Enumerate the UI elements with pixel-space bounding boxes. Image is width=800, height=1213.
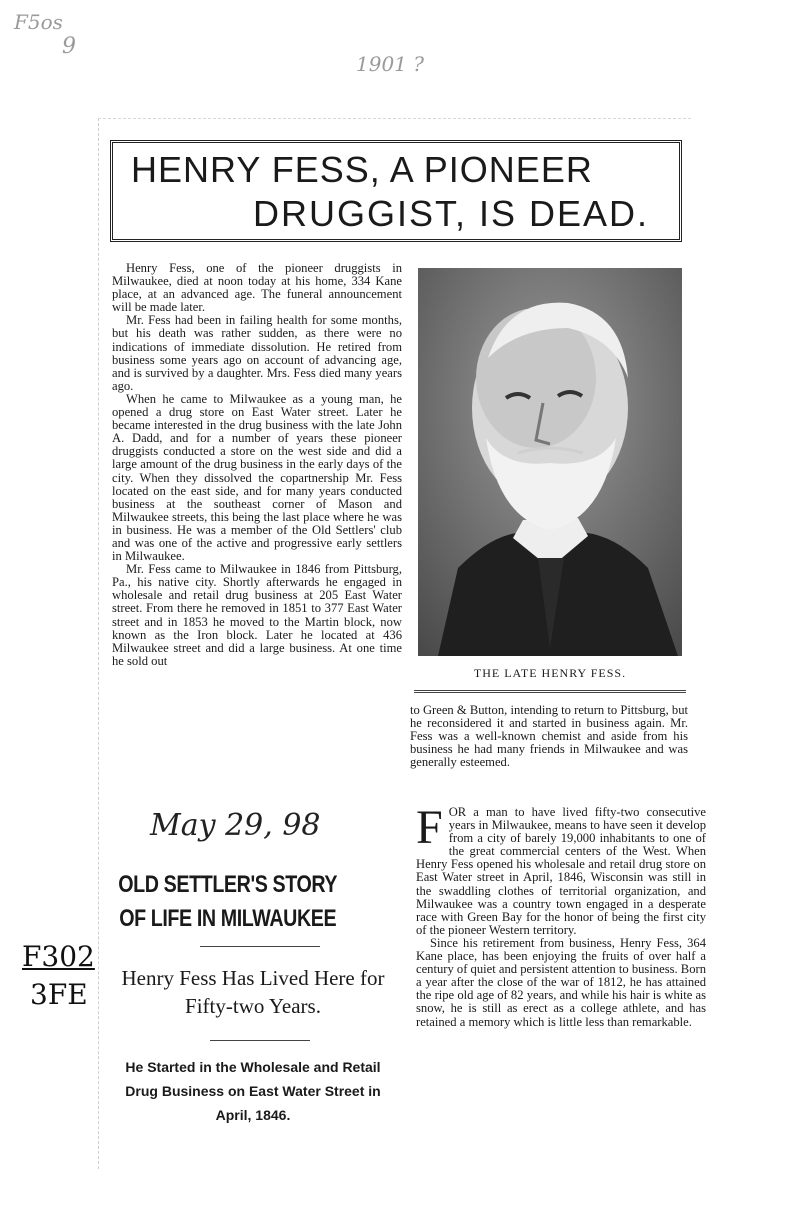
archive-subcode: 9 — [62, 34, 76, 59]
article2-body — [416, 801, 706, 1029]
article2-paragraph — [416, 801, 706, 937]
article2-headline-line-2: OF LIFE IN MILWAUKEE — [119, 905, 337, 932]
article-paragraph: When he came to Milwaukee as a young man, he opened a drug store on East Water street. Later he became interested in the drug business with the late John A. Dadd, and for a number of years these pioneer druggists conducted a store on the west side and did a large amount of the drug business in the early days of the city. When they dissolved the copartnership Mr. Fess located on the east side, and for many years conducted business at the southeast corner of Mason and Milwaukee streets, this being the last place where he was in business. He was a member of the Old Settlers' club and was one of the active and progressive early settlers in Milwaukee. — [112, 391, 402, 564]
headline-box — [110, 140, 682, 242]
headline-line-1: HENRY FESS, A PIONEER — [131, 149, 593, 190]
article2-deck: He Started in the Wholesale and Retail Drug Business on East Water Street in April, 1846. — [125, 1059, 381, 1123]
clip-date: May 29, 98 — [150, 808, 321, 843]
divider — [414, 690, 686, 693]
divider — [200, 946, 320, 947]
article2-headline — [108, 868, 347, 936]
article2-subhead: Henry Fess Has Lived Here for Fifty-two Years. — [121, 966, 385, 1018]
catalog-mark-1: F302 — [22, 940, 95, 973]
article2-headline-line-1: OLD SETTLER'S STORY — [118, 871, 338, 898]
photo-caption: THE LATE HENRY FESS. — [473, 666, 627, 680]
catalog-mark-2: 3FE — [30, 978, 88, 1011]
date-note: 1901 ? — [356, 52, 424, 76]
divider — [210, 1040, 310, 1041]
article-body-column — [112, 262, 402, 668]
article-paragraph: Mr. Fess came to Milwaukee in 1846 from Pittsburg, Pa., his native city. Shortly afterwards he engaged in wholesale and retail drug business at 205 East Water street. From there he removed in 1851 to 377 East Water street and in 1853 he moved to the Martin block, now known as the Iron block. Later he located at 436 Milwaukee street and did a large business. At one time he sold out — [112, 562, 402, 668]
article-continuation — [410, 704, 688, 769]
continuation-text: to Green & Button, intending to return to Pittsburg, but he reconsidered it and started in business again. Mr. Fess was a well-known chemist and aside from his business he had many friends in Milwaukee and was generally esteemed. — [410, 703, 688, 770]
archive-code: F5os — [14, 10, 63, 34]
article-paragraph: Mr. Fess had been in failing health for some months, but his death was rather sudden, as there were no indications of immediate dissolution. He retired from business some years ago on account of advancing age, and is survived by a daughter. Mrs. Fess died many years ago. — [112, 313, 402, 393]
portrait-photo — [418, 268, 682, 656]
article2-paragraph: Since his retirement from business, Henry Fess, 364 Kane place, has been enjoying the fruits of over half a century of quiet and persistent attention to business. Born a year after the close of the war of 1812, he has attained the ripe old age of 82 years, and while his hair is white as snow, he is still as erect as a college athlete, and has retained a memory which is little less than remarkable. — [416, 935, 706, 1029]
article-paragraph: Henry Fess, one of the pioneer druggists in Milwaukee, died at noon today at his home, 334 Kane place, at an advanced age. The funeral announcement will be made later. — [112, 261, 402, 315]
article2-text: OR a man to have lived fifty-two consecutive years in Milwaukee, means to have seen it develop from a city of barely 19,000 inhabitants to one of the great commercial centers of the West. When Henry Fess opened his wholesale and retail drug store on East Water street in April, 1846, Wisconsin was still in the swaddling clothes of territorial organization, and Milwaukee was a country town engaged in a desperate race with Green Bay for the honor of being the first city of the pioneer Western territory. — [416, 805, 706, 937]
drop-cap: F — [416, 801, 443, 854]
headline-line-2: DRUGGIST, IS DEAD. — [253, 193, 650, 234]
portrait-illustration — [418, 268, 682, 656]
